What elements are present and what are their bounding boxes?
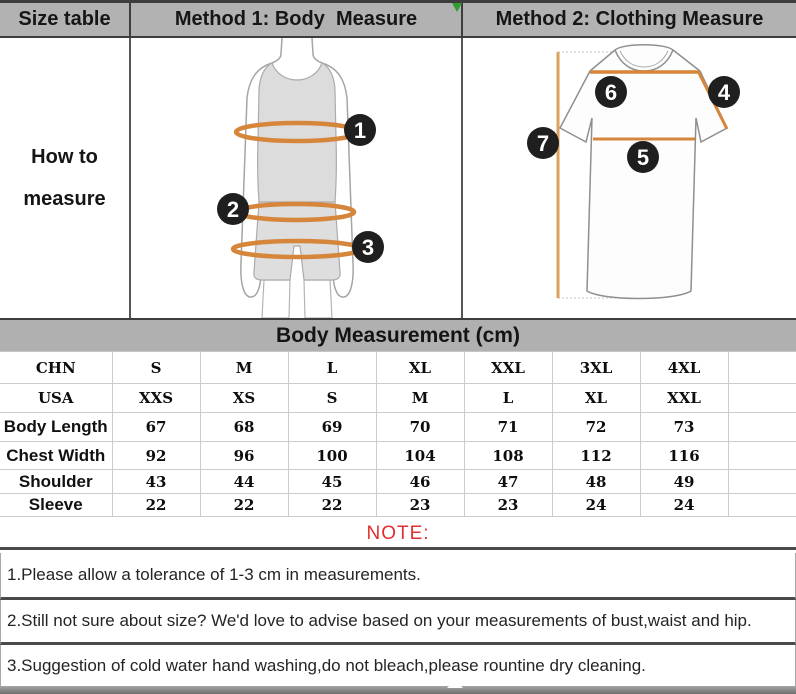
table-cell: 22 bbox=[112, 494, 200, 517]
row-label: Shoulder bbox=[0, 470, 112, 494]
table-cell: 108 bbox=[464, 442, 552, 470]
body-measure-diagram bbox=[129, 38, 461, 318]
table-cell: 67 bbox=[112, 413, 200, 442]
table-cell: 23 bbox=[464, 494, 552, 517]
table-cell: L bbox=[288, 352, 376, 384]
table-cell: 73 bbox=[640, 413, 728, 442]
table-cell: 24 bbox=[640, 494, 728, 517]
table-cell: S bbox=[112, 352, 200, 384]
table-cell: 43 bbox=[112, 470, 200, 494]
table-cell: 96 bbox=[200, 442, 288, 470]
table-row-chn bbox=[0, 352, 796, 384]
table-row-sleeve bbox=[0, 494, 796, 517]
marker-6-icon bbox=[595, 76, 627, 108]
marker-3-icon bbox=[352, 231, 384, 263]
caret-up-icon bbox=[447, 680, 463, 688]
how-to-measure-label bbox=[0, 38, 129, 318]
body-measurement-title: Body Measurement (cm) bbox=[0, 318, 796, 352]
table-row-usa bbox=[0, 384, 796, 413]
table-cell: L bbox=[464, 384, 552, 413]
body-figure-illustration bbox=[131, 38, 463, 318]
svg-text:3: 3 bbox=[361, 235, 375, 260]
header-row bbox=[0, 0, 796, 38]
table-cell: 72 bbox=[552, 413, 640, 442]
bottom-bar bbox=[0, 686, 796, 694]
table-cell-empty bbox=[728, 442, 796, 470]
table-cell: XXL bbox=[464, 352, 552, 384]
table-cell-empty bbox=[728, 352, 796, 384]
svg-text:1: 1 bbox=[353, 118, 367, 143]
svg-text:7: 7 bbox=[536, 131, 550, 156]
table-cell: 69 bbox=[288, 413, 376, 442]
marker-2-icon bbox=[217, 193, 249, 225]
marker-5-icon bbox=[627, 141, 659, 173]
table-cell: 22 bbox=[200, 494, 288, 517]
note-title: NOTE: bbox=[0, 517, 796, 550]
marker-4-icon bbox=[708, 76, 740, 108]
table-cell-empty bbox=[728, 384, 796, 413]
table-cell: 48 bbox=[552, 470, 640, 494]
svg-text:2: 2 bbox=[226, 197, 240, 222]
note-item-3: 3.Suggestion of cold water hand washing,do not bleach,please rountine dry cleaning. bbox=[0, 645, 796, 686]
table-cell: 45 bbox=[288, 470, 376, 494]
table-row-chest-width bbox=[0, 442, 796, 470]
how-to-measure-line2: measure bbox=[23, 188, 106, 210]
table-cell: 71 bbox=[464, 413, 552, 442]
table-cell: XXL bbox=[640, 384, 728, 413]
row-label: USA bbox=[0, 384, 112, 413]
table-row-body-length bbox=[0, 413, 796, 442]
table-cell-empty bbox=[728, 413, 796, 442]
table-cell: XL bbox=[552, 384, 640, 413]
header-method1-body-measure: Method 1: Body Measure bbox=[129, 0, 461, 38]
row-label: Sleeve bbox=[0, 494, 112, 517]
how-to-measure-line1: How to bbox=[31, 146, 98, 168]
table-cell: 47 bbox=[464, 470, 552, 494]
green-corner-marker-icon bbox=[452, 3, 462, 12]
table-cell: 22 bbox=[288, 494, 376, 517]
tshirt-illustration bbox=[463, 38, 796, 318]
svg-text:4: 4 bbox=[717, 80, 731, 105]
table-cell: 4XL bbox=[640, 352, 728, 384]
svg-text:5: 5 bbox=[636, 145, 650, 170]
diagram-row bbox=[0, 38, 796, 318]
table-cell-empty bbox=[728, 470, 796, 494]
marker-1-icon bbox=[344, 114, 376, 146]
table-cell-empty bbox=[728, 494, 796, 517]
table-cell: 3XL bbox=[552, 352, 640, 384]
table-cell: 24 bbox=[552, 494, 640, 517]
table-cell: S bbox=[288, 384, 376, 413]
table-cell: 100 bbox=[288, 442, 376, 470]
size-table bbox=[0, 352, 796, 517]
header-method2-clothing-measure: Method 2: Clothing Measure bbox=[461, 0, 796, 38]
clothing-measure-diagram bbox=[461, 38, 796, 318]
table-cell: 46 bbox=[376, 470, 464, 494]
table-row-shoulder bbox=[0, 470, 796, 494]
table-cell: XS bbox=[200, 384, 288, 413]
note-item-1: 1.Please allow a tolerance of 1-3 cm in measurements. bbox=[0, 553, 796, 600]
row-label: Body Length bbox=[0, 413, 112, 442]
table-cell: 112 bbox=[552, 442, 640, 470]
table-cell: 92 bbox=[112, 442, 200, 470]
table-cell: M bbox=[376, 384, 464, 413]
table-cell: 70 bbox=[376, 413, 464, 442]
table-cell: XXS bbox=[112, 384, 200, 413]
table-cell: M bbox=[200, 352, 288, 384]
svg-text:6: 6 bbox=[604, 80, 618, 105]
table-cell: 104 bbox=[376, 442, 464, 470]
row-label: CHN bbox=[0, 352, 112, 384]
marker-7-icon bbox=[527, 127, 559, 159]
table-cell: 116 bbox=[640, 442, 728, 470]
row-label: Chest Width bbox=[0, 442, 112, 470]
table-cell: 23 bbox=[376, 494, 464, 517]
table-cell: 44 bbox=[200, 470, 288, 494]
table-cell: 68 bbox=[200, 413, 288, 442]
table-cell: XL bbox=[376, 352, 464, 384]
note-item-2: 2.Still not sure about size? We'd love to advise based on your measurements of bust,waist and hip. bbox=[0, 600, 796, 645]
table-cell: 49 bbox=[640, 470, 728, 494]
header-size-table: Size table bbox=[0, 0, 129, 38]
